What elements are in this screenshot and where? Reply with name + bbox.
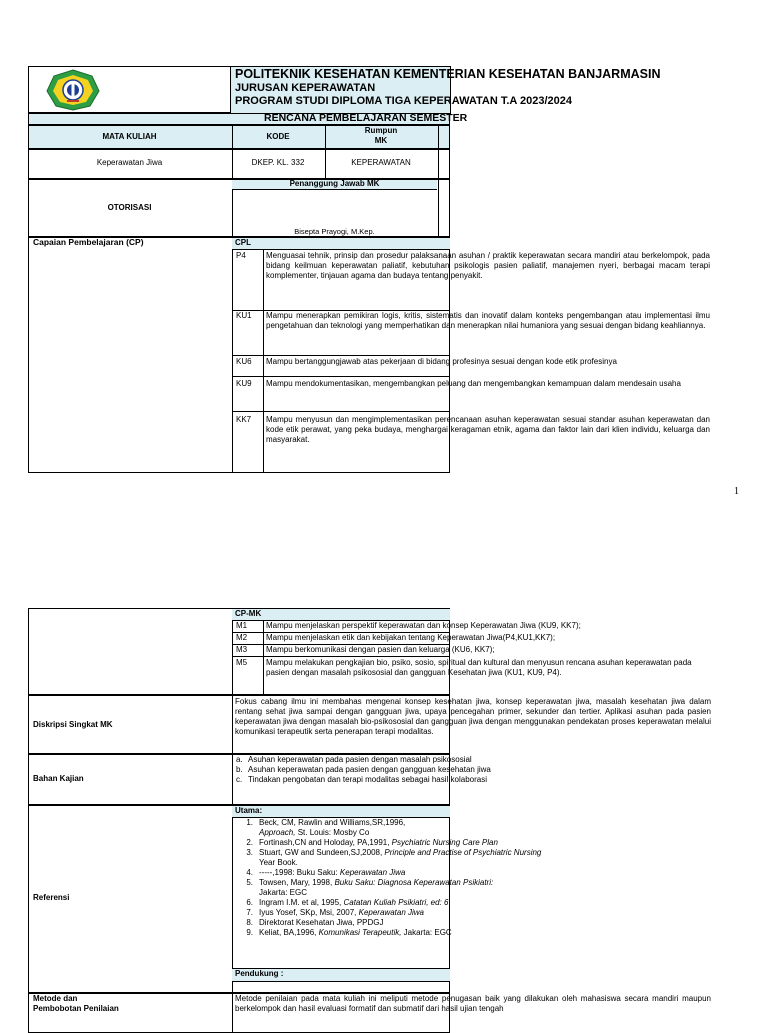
authorization-label: OTORISASI (107, 203, 152, 212)
cp-text-ku1: Mampu menerapkan pemikiran logis, kritis, sistematis dan inovatif dalam konteks pengembangan atau implementasi ilmu pengetahuan dan teknologi yang memperhatikan dan menerapkan nilai humaniora yang sesuai dengan bidang keahliannya. (266, 311, 710, 330)
cp-code-p4: P4 (236, 251, 246, 260)
cpmk-code-m3: M3 (236, 645, 248, 654)
method-label: Metode dan Pembobotan Penilaian (33, 994, 119, 1013)
reference-item: 4. -----,1998: Buku Saku: Keperawatan Jiwa (246, 868, 406, 877)
department-title: JURUSAN KEPERAWATAN (235, 82, 376, 94)
cpl-header: CPL (235, 238, 251, 247)
logo-cell (28, 66, 231, 113)
cpmk-text-m3: Mampu berkomunikasi dengan pasien dan keluarga (KU6, KK7); (266, 645, 495, 654)
cp-code-ku1: KU1 (236, 311, 252, 320)
reference-item: 8. Direktorat Kesehatan Jiwa, PPDGJ (246, 918, 384, 927)
pic-name: Bisepta Prayogi, M.Kep. (294, 227, 375, 236)
main-ref-header: Utama: (235, 806, 263, 815)
cp-text-p4: Menguasai tehnik, prinsip dan prosedur palaksanaan asuhan / praktik keperawatan secara mandiri atau berkelompok, pada bidang keilmuan keperawatan paliatif, kebutuhan psikologis pasien paliatif, manajemen nyeri, berbagai macam terapi komplementer, tinjauan agama dan budaya tentang penyakit. (266, 251, 710, 280)
cpmk-header: CP-MK (235, 609, 262, 618)
cpl-header-cell (232, 238, 450, 250)
col-code-label: KODE (266, 132, 290, 141)
cpmk-header-cell (232, 609, 450, 621)
institution-logo-icon (45, 69, 101, 111)
col-course-label: MATA KULIAH (102, 132, 157, 141)
reference-item: 7. Iyus Yosef, SKp, Msi, 2007, Keperawatan Jiwa (246, 908, 424, 917)
cp-code-ku9: KU9 (236, 379, 252, 388)
reference-item: 5. Towsen, Mary, 1998, Buku Saku: Diagnosa Keperawatan Psikiatri: Jakarta: EGC (246, 878, 494, 897)
reference-item: 3. Stuart, GW and Sundeen,SJ,2008, Principle and Practise of Psychiatric Nursing Year Book. (246, 848, 542, 867)
reference-list (236, 818, 656, 938)
support-ref-header: Pendukung : (235, 969, 284, 978)
cpmk-code-m1: M1 (236, 621, 248, 630)
cpmk-text-m1: Mampu menjelaskan perspektif keperawatan dan konsep Keperawatan Jiwa (KU9, KK7); (266, 621, 581, 630)
page-number: 1 (734, 486, 739, 497)
main-ref-header-cell (232, 806, 450, 818)
description-label: Diskripsi Singkat MK (33, 720, 113, 729)
col-group-label: Rumpun MK (364, 126, 398, 145)
study-material-label: Bahan Kajian (33, 774, 84, 783)
course-name: Keperawatan Jiwa (96, 158, 163, 167)
pic-header: Penanggung Jawab MK (289, 179, 380, 188)
institution-title: POLITEKNIK KESEHATAN KEMENTERIAN KESEHATAN BANJARMASIN (235, 67, 661, 81)
cp-text-ku9: Mampu mendokumentasikan, mengembangkan peluang dan mengembangkan kemampuan dalam mendesain usaha (266, 379, 681, 388)
reference-item: 9. Keliat, BA,1996, Komunikasi Terapeutik, Jakarta: EGC (246, 928, 452, 937)
cp-code-ku6: KU6 (236, 357, 252, 366)
method-text: Metode penilaian pada mata kuliah ini meliputi metode penugasan baik yang dilakukan oleh mahasiswa secara mandiri maupun berkelompok dan hasil evaluasi formatif dan submatif dari hasil ujian tengah (235, 994, 711, 1013)
cp-code-kk7: KK7 (236, 415, 252, 424)
cpmk-code-m5: M5 (236, 658, 248, 667)
references-label: Referensi (33, 893, 70, 902)
list-item: a. Asuhan keperawatan pada pasien dengan masalah psikososial (236, 755, 472, 764)
reference-item: 2. Fortinash,CN and Holoday, PA,1991, Psychiatric Nursing Care Plan (246, 838, 498, 847)
cpmk-code-m2: M2 (236, 633, 248, 642)
cpmk-text-m5: Mampu melakukan pengkajian bio, psiko, sosio, spiritual dan kultural dan menyusun rencana asuhan keperawatan pada pasien dengan masalah psikososial dan gangguan Kesehatan jiwa (KU1, KU9, P4). (266, 658, 692, 677)
program-title: PROGRAM STUDI DIPLOMA TIGA KEPERAWATAN T.A 2023/2024 (235, 95, 572, 107)
course-group: KEPERAWATAN (351, 158, 411, 167)
course-code: DKEP. KL. 332 (251, 158, 305, 167)
reference-item: 1. Beck, CM, Rawlin and Williams,SR,1996, Approach, St. Louis: Mosby Co (246, 818, 406, 837)
doc-title: RENCANA PEMBELAJARAN SEMESTER (264, 112, 468, 124)
cp-label: Capaian Pembelajaran (CP) (33, 237, 144, 247)
list-item: c. Tindakan pengobatan dan terapi modalitas sebagai hasil kolaborasi (236, 775, 487, 784)
description-text: Fokus cabang ilmu ini membahas mengenai konsep kesehatan jiwa, konsep keperawatan jiwa, masalah kesehatan jiwa dalam rentang sehat jiwa sampai dengan gangguan jiwa, upaya pencegahan primer, sekunder dan tertier. Aplikasi asuhan pada pasien keperawatan jiwa dengan masalah bio-psikososial dan gangguan jiwa dengan menggunakan pendekatan proses keperawatan melalui komunikasi terapeutik serta penerapan terapi modalitas. (235, 697, 711, 736)
study-material-list (236, 755, 656, 785)
cp-text-kk7: Mampu menyusun dan mengimplementasikan perencanaan asuhan keperawatan sesuai standar asuhan keperawatan dan kode etik perawat, yang peka budaya, menghargai keragaman etnik, agama dan faktor lain dari klien individu, keluarga dan masyarakat. (266, 415, 710, 444)
list-item: b. Asuhan keperawatan pada pasien dengan gangguan kesehatan jiwa (236, 765, 491, 774)
reference-item: 6. Ingram I.M. et al, 1995, Catatan Kuliah Psikiatri, ed: 6 (246, 898, 449, 907)
cp-text-ku6: Mampu bertanggungjawab atas pekerjaan di bidang profesinya sesuai dengan kode etik profesinya (266, 357, 617, 366)
cpmk-text-m2: Mampu menjelaskan etik dan kebijakan tentang Keperawatan Jiwa(P4,KU1,KK7); (266, 633, 556, 642)
